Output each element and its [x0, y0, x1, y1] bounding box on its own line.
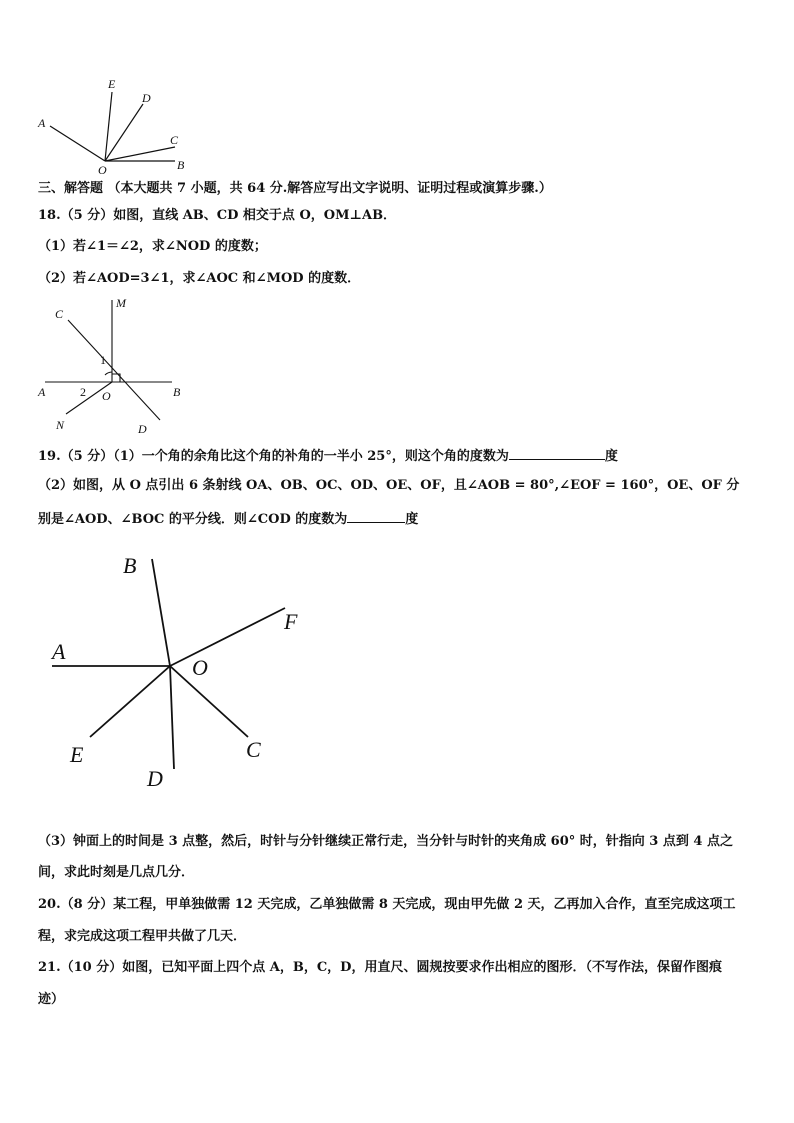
q18-stem: 18.（5 分）如图，直线 AB、CD 相交于点 O，OM⊥AB． [38, 208, 397, 223]
label-m: M [116, 296, 126, 310]
label-b: B [173, 385, 181, 399]
ray-od [105, 104, 143, 161]
ray-oc [105, 147, 175, 161]
label-e: E [70, 742, 84, 767]
label-o: O [102, 389, 111, 403]
label-a: A [52, 639, 66, 664]
ray-ob [152, 559, 170, 666]
ray-oe [90, 666, 170, 737]
q20-line1: 20.（8 分）某工程，甲单独做需 12 天完成，乙单独做需 8 天完成，现由甲先做 2 天，乙再加入合作，直至完成这项工 [38, 897, 736, 912]
label-f: F [284, 609, 298, 634]
label-b: B [123, 553, 137, 578]
label-o: O [192, 655, 208, 680]
rays-figure-top [30, 70, 200, 180]
ray-oc [170, 666, 248, 737]
ray-od [170, 666, 174, 769]
label-o: O [98, 163, 107, 177]
angle-1-arc [105, 372, 112, 375]
q19-part2: （2）如图，从 O 点引出 6 条射线 OA、OB、OC、OD、OE、OF，且∠AOB = 80°,∠EOF = 160°，OE、OF 分 [38, 478, 740, 493]
label-2: 2 [80, 385, 86, 399]
label-b: B [177, 158, 185, 172]
label-d: D [147, 766, 163, 791]
q20-line2: 程，求完成这项工程甲共做了几天． [38, 929, 247, 944]
q19-part2-cont: 别是∠AOD、∠BOC 的平分线．则∠COD 的度数为 度 [38, 509, 418, 529]
q18-figure [30, 292, 190, 437]
label-d: D [138, 422, 147, 436]
answer-blank-2[interactable] [347, 509, 405, 523]
q21-line1: 21.（10 分）如图，已知平面上四个点 A，B，C，D，用直尺、圆规按要求作出相应的图形．（不写作法，保留作图痕 [38, 960, 722, 975]
label-c: C [170, 133, 179, 147]
q19-figure [40, 545, 330, 795]
ray-oa [50, 126, 105, 161]
line-cd [68, 320, 160, 420]
q19-part3-line2: 间，求此时刻是几点几分． [38, 865, 195, 880]
section3-heading: 三、解答题 （本大题共 7 小题，共 64 分.解答应写出文字说明、证明过程或演算步骤.） [38, 181, 552, 196]
label-a: A [38, 385, 46, 399]
label-n: N [56, 418, 65, 432]
q19-part3-line1: （3）钟面上的时间是 3 点整，然后，时针与分针继续正常行走，当分针与时针的夹角成 60° 时，针指向 3 点到 4 点之 [38, 834, 733, 849]
label-a: A [38, 116, 46, 130]
q21-line2: 迹） [38, 992, 65, 1007]
answer-blank-1[interactable] [509, 446, 605, 460]
q19-part1: 19.（5 分）（1）一个角的余角比这个角的补角的一半小 25°，则这个角的度数为 度 [38, 446, 618, 466]
q18-part1: （1）若∠1＝∠2，求∠NOD 的度数； [38, 239, 267, 254]
ray-of [170, 608, 285, 666]
label-e: E [108, 77, 116, 91]
label-d: D [142, 91, 151, 105]
label-c: C [55, 307, 64, 321]
label-1: 1 [100, 353, 106, 367]
q18-part2: （2）若∠AOD=3∠1，求∠AOC 和∠MOD 的度数． [38, 271, 361, 286]
label-c: C [246, 737, 261, 762]
ray-oe [105, 92, 112, 161]
